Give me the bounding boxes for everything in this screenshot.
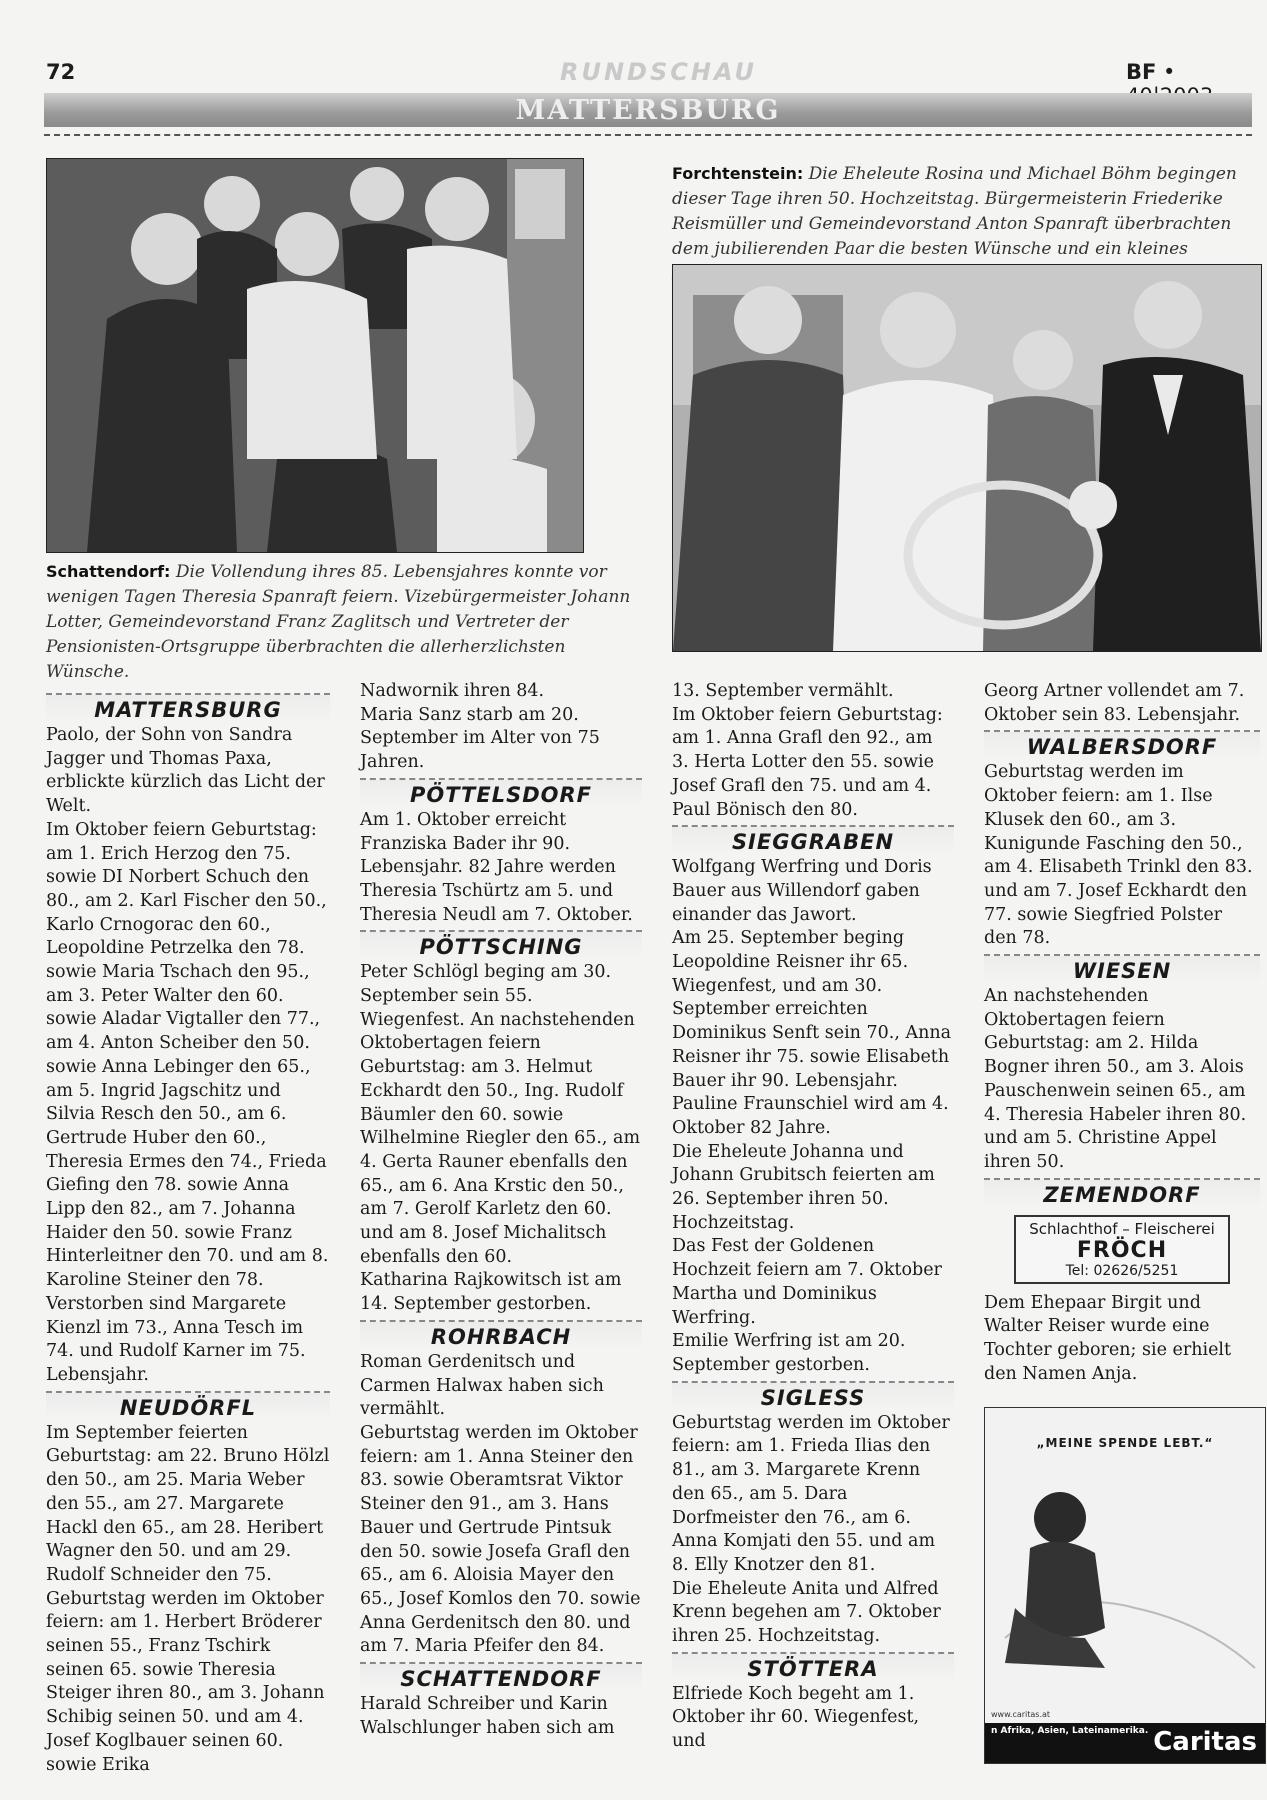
paragraph: Im September feierten Geburtstag: am 22. Bruno Hölzl den 50., am 25. Maria Weber den 55., am 27. Margarete Hackl den 65., am 28. Heribert Wagner den 50. und am 29. Rudolf Schneider den 75. bbox=[46, 1422, 330, 1585]
caritas-tagline: n Afrika, Asien, Lateinamerika. bbox=[991, 1726, 1149, 1736]
paragraph: Die Eheleute Anita und Alfred Krenn begehen am 7. Oktober ihren 25. Hochzeitstag. bbox=[672, 1578, 941, 1647]
header-divider bbox=[44, 134, 1252, 136]
heading-sieggraben: SIEGGRABEN bbox=[672, 825, 954, 854]
paragraph: Roman Gerdenitsch und Carmen Halwax haben sich vermählt. bbox=[360, 1351, 604, 1420]
caritas-footer bbox=[985, 1723, 1265, 1763]
paragraph: Harald Schreiber und Karin Walschlunger haben sich am bbox=[360, 1694, 615, 1738]
section-title: RUNDSCHAU bbox=[560, 58, 757, 86]
photo-forchtenstein bbox=[672, 264, 1262, 652]
paragraph: An nachstehenden Oktobertagen feiern Geburtstag: am 2. Hilda Bogner ihren 50., am 3. Alois Pauschenwein seinen 65., am 4. Theresia Habeler ihren 80. und am 5. Christine Appel ihren 50. bbox=[984, 986, 1247, 1172]
caption-place: Schattendorf: bbox=[46, 562, 171, 581]
paragraph: Geburtstag werden im Oktober feiern: am 1. Herbert Bröderer seinen 55., Franz Tschirk seinen 65. sowie Theresia Steiger ihren 80., am 3. Johann Schibig seinen 50. und am 4. Josef Koglbauer seinen 60. sowie Erika bbox=[46, 1588, 325, 1775]
heading-poettelsdorf: PÖTTELSDORF bbox=[360, 778, 642, 807]
caritas-logo: Caritas bbox=[1153, 1727, 1257, 1757]
ad-line: Schlachthof – Fleischerei bbox=[1029, 1219, 1215, 1238]
paragraph: Paolo, der Sohn von Sandra Jagger und Thomas Paxa, erblickte kürzlich das Licht der Welt. bbox=[46, 725, 325, 817]
paragraph: Die Eheleute Johanna und Johann Grubitsch feierten am 26. September ihren 50. Hochzeitstag. bbox=[672, 1141, 935, 1233]
heading-poettsching: PÖTTSCHING bbox=[360, 930, 642, 959]
column-1 bbox=[46, 690, 330, 1777]
paragraph: Maria Sanz starb am 20. September im Alter von 75 Jahren. bbox=[360, 704, 600, 773]
paragraph: Pauline Fraunschiel wird am 4. Oktober 82 Jahre. bbox=[672, 1094, 949, 1138]
paragraph: Im Oktober feiern Geburtstag: am 1. Anna Grafl den 92., am 3. Herta Lotter den 55. sowie Josef Grafl den 75. und am 4. Paul Bönisch den 80. bbox=[672, 704, 943, 820]
paragraph: Geburtstag werden im Oktober feiern: am 1. Ilse Klusek den 60., am 3. Kunigunde Fasching den 50., am 4. Elisabeth Trinkl den 83. und am 7. Josef Eckhardt den 77. sowie Siegfried Polster den 78. bbox=[984, 762, 1253, 949]
heading-neudoerfl: NEUDÖRFL bbox=[46, 1391, 330, 1420]
heading-sigless: SIGLESS bbox=[672, 1381, 954, 1410]
caption-place: Forchtenstein: bbox=[672, 164, 804, 183]
heading-rohrbach: ROHRBACH bbox=[360, 1320, 642, 1349]
paragraph: Dem Ehepaar Birgit und Walter Reiser wurde eine Tochter geboren; sie erhielt den Namen Anja. bbox=[984, 1292, 1232, 1384]
advertisement-froech bbox=[1014, 1215, 1230, 1284]
paragraph: Nadwornik ihren 84. bbox=[360, 681, 545, 701]
paragraph: Wolfgang Werfring und Doris Bauer aus Willendorf gaben einander das Jawort. bbox=[672, 857, 932, 925]
caritas-slogan: „MEINE SPENDE LEBT.“ bbox=[1036, 1436, 1214, 1450]
column-4 bbox=[984, 680, 1260, 1386]
heading-wiesen: WIESEN bbox=[984, 954, 1260, 983]
heading-walbersdorf: WALBERSDORF bbox=[984, 730, 1260, 759]
column-2 bbox=[360, 680, 642, 1740]
paragraph: Georg Artner vollendet am 7. Oktober sein 83. Lebensjahr. bbox=[984, 681, 1245, 725]
heading-stoettera: STÖTTERA bbox=[672, 1652, 954, 1681]
paragraph: Geburtstag werden im Oktober feiern: am 1. Frieda Ilias den 81., am 3. Margarete Krenn den 65., am 5. Dara Dorfmeister den 76., am 6. Anna Komjati den 55. und am 8. Elly Knotzer den 81. bbox=[672, 1412, 950, 1575]
ad-brand: FRÖCH bbox=[1076, 1237, 1168, 1263]
paragraph: Am 1. Oktober erreicht Franziska Bader ihr 90. Lebensjahr. 82 Jahre werden Theresia Tschürtz am 5. und Theresia Neudl am 7. Oktober. bbox=[360, 809, 633, 925]
paragraph: Peter Schlögl beging am 30. September sein 55. Wiegenfest. An nachstehenden Oktobertagen feiern Geburtstag: am 3. Helmut Eckhardt den 50., Ing. Rudolf Bäumler den 60. sowie Wilhelmine Riegler den 65., am 4. Gerta Rauner ebenfalls den 65., am 6. Ana Krstic den 50., am 7. Gerolf Karletz den 60. und am 8. Josef Michalitsch ebenfalls den 60. bbox=[360, 962, 641, 1267]
ad-phone: Tel: 02626/5251 bbox=[1065, 1262, 1179, 1279]
heading-schattendorf: SCHATTENDORF bbox=[360, 1662, 642, 1691]
page-number: 72 bbox=[46, 60, 76, 84]
caritas-web: www.caritas.at bbox=[991, 1710, 1051, 1719]
paragraph: Geburtstag werden im Oktober feiern: am 1. Anna Steiner den 83. sowie Oberamtsrat Viktor Steiner den 91., am 3. Hans Bauer und Gertrude Pintsuk den 50. sowie Josefa Grafl den 65., am 6. Aloisia Mayer den 65., Josef Komlos den 70. sowie Anna Gerdenitsch den 80. und am 7. Maria Pfeifer den 84. bbox=[360, 1422, 641, 1657]
region-title: MATTERSBURG bbox=[515, 95, 781, 126]
publication-name: BF bbox=[1126, 60, 1157, 84]
paragraph: Katharina Rajkowitsch ist am 14. September gestorben. bbox=[360, 1270, 622, 1315]
paragraph: Emilie Werfring ist am 20. September gestorben. bbox=[672, 1331, 906, 1375]
paragraph: Das Fest der Goldenen Hochzeit feiern am 7. Oktober Martha und Dominikus Werfring. bbox=[672, 1236, 942, 1328]
caption-text: Die Vollendung ihres 85. Lebensjahres konnte vor wenigen Tagen Theresia Spanraft feiern. Vizebürgermeister Johann Lotter, Gemeindevorstand Franz Zaglitsch und Vertreter der Pensionisten-Ortsgruppe überbrachten die allerherzlichsten Wünsche. bbox=[46, 562, 631, 682]
paragraph: Am 25. September beging Leopoldine Reisner ihr 65. Wiegenfest, und am 30. September erreichten Dominikus Senft sein 70., Anna Reisner ihr 75. sowie Elisabeth Bauer ihr 90. Lebensjahr. bbox=[672, 928, 952, 1091]
paragraph: Im Oktober feiern Geburtstag: am 1. Erich Herzog den 75. sowie DI Norbert Schuch den 80., am 2. Karl Fischer den 50., Karlo Crnogorac den 60., Leopoldine Petrzelka den 78. sowie Maria Tschach den 95., am 3. Peter Walter den 60. sowie Aladar Vigtaller den 77., am 4. Anton Scheiber den 50. sowie Anna Lebinger den 65., am 5. Ingrid Jagschitz und Silvia Resch den 50., am 6. Gertrude Huber den 60., Theresia Ermes den 74., Frieda Giefing den 78. sowie Anna Lipp den 82., am 7. Johanna Haider den 50. sowie Franz Hinterleitner den 70. und am 8. Karoline Steiner den 78. Verstorben sind Margarete Kienzl im 73., Anna Tesch im 74. und Rudolf Karner im 75. Lebensjahr. bbox=[46, 819, 329, 1385]
caption-schattendorf bbox=[46, 560, 636, 685]
caption-text: Die Eheleute Rosina und Michael Böhm begingen dieser Tage ihren 50. Hochzeitstag. Bürgermeisterin Friederike Reismüller und Gemeindevorstand Anton Spanraft überbrachten dem jubilierenden Paar die besten Wünsche und ein kleines bbox=[672, 164, 1237, 259]
photo-schattendorf bbox=[46, 158, 584, 553]
column-3 bbox=[672, 680, 954, 1754]
issue-label: BF • bbox=[1126, 60, 1267, 108]
heading-mattersburg: MATTERSBURG bbox=[46, 693, 330, 722]
caritas-advertisement bbox=[984, 1407, 1266, 1764]
paragraph: 13. September vermählt. bbox=[672, 681, 894, 701]
paragraph: Elfriede Koch begeht am 1. Oktober ihr 60. Wiegenfest, und bbox=[672, 1683, 920, 1752]
heading-zemendorf: ZEMENDORF bbox=[984, 1178, 1260, 1207]
